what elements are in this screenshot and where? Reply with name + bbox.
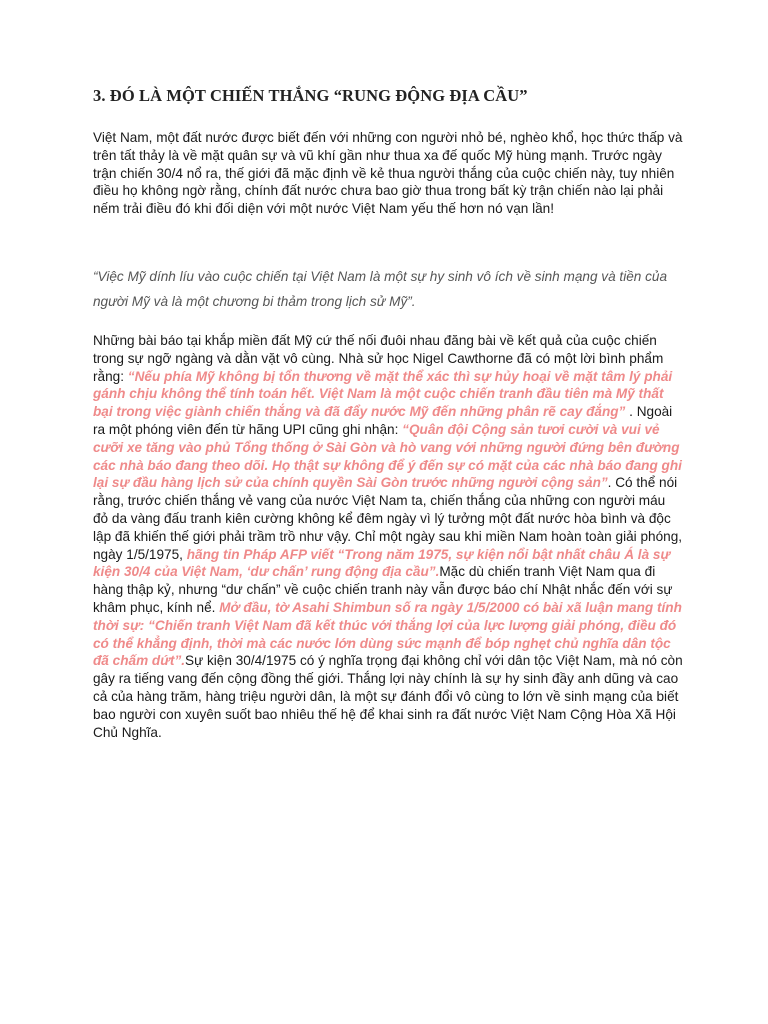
highlighted-quote: hãng tin Pháp AFP viết “Trong năm 1975, sự kiện nổi bật nhất châu Á là sự kiện 30/4 của Việt Nam, ‘dư chấn’ rung động địa cầu”. xyxy=(93,546,671,580)
paragraph-text: . Có thể nói rằng, trước chiến thắng vẻ vang của nước Việt Nam ta, chiến thắng của những con người máu đỏ da vàng đấu tranh kiên cường không kể đêm ngày vì lý tưởng một đất nước hòa bình và độc lập đã khiến thế giới phải trầm trồ như vậy. Chỉ một ngày sau khi miền Nam hoàn toàn giải phóng, ngày 1/5/1975, xyxy=(93,475,683,562)
highlighted-quote: “Nếu phía Mỹ không bị tổn thương về mặt thể xác thì sự hủy hoại về mặt tâm lý phải gánh chịu không thể tính toán hết. Việt Nam là một cuộc chiến tranh đầu tiên mà Mỹ thất bại trong việc giành chiến thắng và đã đẩy nước Mỹ đến những phân rẽ cay đắng” xyxy=(93,368,673,420)
paragraph-text: . Ngoài ra một phóng viên đến từ hãng UPI cũng ghi nhận: xyxy=(93,404,673,437)
paragraph-text: Sự kiện 30/4/1975 có ý nghĩa trọng đại không chỉ với dân tộc Việt Nam, mà nó còn gây ra tiếng vang đến cộng đồng thế giới. Thắng lợi này chính là sự hy sinh đầy anh dũng và cao cả của hàng trăm, hàng triệu người dân, là một sự đánh đổi vô cùng to lớn về sinh mạng của biết bao người con xuyên suốt bao nhiêu thế hệ để khai sinh ra đất nước Việt Nam Cộng Hòa Xã Hội Chủ Nghĩa. xyxy=(93,653,683,740)
pull-quote: “Việc Mỹ dính líu vào cuộc chiến tại Việt Nam là một sự hy sinh vô ích về sinh mạng và tiền của người Mỹ và là một chương bi thảm trong lịch sử Mỹ”. xyxy=(93,269,668,309)
section-heading: 3. ĐÓ LÀ MỘT CHIẾN THẮNG “RUNG ĐỘNG ĐỊA CẦU” xyxy=(93,86,528,105)
body-paragraph xyxy=(93,332,683,741)
paragraph-text: Những bài báo tại khắp miền đất Mỹ cứ thế nối đuôi nhau đăng bài về kết quả của cuộc chiến trong sự ngỡ ngàng và dằn vặt vô cùng. Nhà sử học Nigel Cawthorne đã có một lời bình phẩm rằng: xyxy=(93,333,664,384)
highlighted-quote: Mở đầu, tờ Asahi Shimbun số ra ngày 1/5/2000 có bài xã luận mang tính thời sự: “Chiến tranh Việt Nam đã kết thúc với thắng lợi của lực lượng giải phóng, điều đó có thể khẳng định, thời mà các nước lớn dùng sức mạnh để bóp nghẹt chủ nghĩa dân tộc đã chấm dứt”. xyxy=(93,599,682,669)
highlighted-quote: “Quân đội Cộng sản tươi cười và vui vẻ cưỡi xe tăng vào phủ Tổng thống ở Sài Gòn và hò vang với những người đứng bên đường các nhà báo đang theo dõi. Họ thật sự không để ý đến sự có mặt của các nhà báo đang ghi lại sự đầu hàng lịch sử của chính quyền Sài Gòn trước những người cộng sản” xyxy=(93,421,682,491)
intro-paragraph: Việt Nam, một đất nước được biết đến với những con người nhỏ bé, nghèo khổ, học thức thấp và trên tất thảy là về mặt quân sự và vũ khí gần như thua xa đế quốc Mỹ hùng mạnh. Trước ngày trận chiến 30/4 nổ ra, thế giới đã mặc định về kẻ thua người thắng của cuộc chiến này, tuy nhiên điều họ không ngờ rằng, chính đất nước chưa bao giờ thua trong bất kỳ trận chiến nào lại phải nếm trải điều đó khi đối diện với một nước Việt Nam yếu thế hơn nó vạn lần! xyxy=(93,130,683,217)
paragraph-text: Mặc dù chiến tranh Việt Nam qua đi hàng thập kỷ, nhưng “dư chấn” về cuộc chiến tranh này vẫn được báo chí Nhật nhắc đến với sự khâm phục, kính nể. xyxy=(93,564,673,615)
